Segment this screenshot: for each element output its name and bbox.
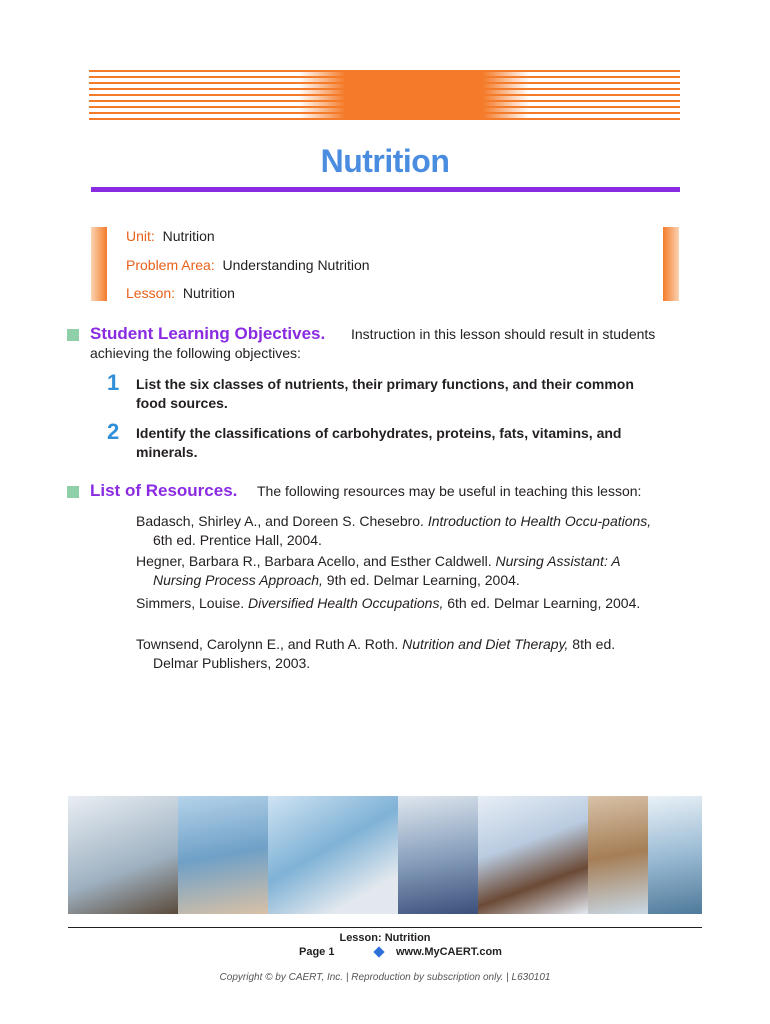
- nurse-photo: [178, 796, 268, 914]
- title-rule: [91, 187, 680, 192]
- unit-line: [126, 228, 215, 244]
- teddy-bear-photo: [588, 796, 648, 914]
- scientist-photo: [648, 796, 702, 914]
- objectives-bullet-icon: [67, 329, 79, 341]
- resources-heading: List of Resources.: [90, 481, 238, 500]
- caregiver-photo: [398, 796, 478, 914]
- objective-item: List the six classes of nutrients, their primary functions, and their common food sources.: [136, 376, 634, 411]
- health-occupations-photo-strip: [68, 796, 702, 914]
- objective-number: 2: [107, 419, 120, 444]
- resources-bullet-icon: [67, 486, 79, 498]
- footer-website-link[interactable]: www.MyCAERT.com: [396, 946, 502, 958]
- copyright-notice: Copyright © by CAERT, Inc. | Reproduction by subscription only. | L630101: [219, 972, 551, 983]
- objectives-heading: Student Learning Objectives.: [90, 324, 326, 343]
- unit-label: Unit:: [126, 228, 155, 244]
- objective-item: Identify the classifications of carbohydrates, proteins, fats, vitamins, and minerals.: [136, 425, 622, 460]
- objectives-intro-2: achieving the following objectives:: [90, 345, 301, 361]
- lesson-value: Nutrition: [182, 285, 235, 301]
- problem-area-label: Problem Area:: [126, 257, 215, 273]
- header-banner: [89, 70, 680, 120]
- footer-rule: [68, 927, 702, 928]
- unit-value: Nutrition: [162, 228, 215, 244]
- resource-item: Hegner, Barbara R., Barbara Acello, and Esther Caldwell. Nursing Assistant: A Nursing Process Approach, 9th ed. Delmar Learning, 2004.: [136, 553, 621, 588]
- page-title: Nutrition: [320, 143, 450, 179]
- meta-bar-right: [663, 227, 679, 301]
- objective-number: 1: [107, 370, 120, 395]
- lab-photo: [68, 796, 178, 914]
- resource-item: Townsend, Carolynn E., and Ruth A. Roth. Nutrition and Diet Therapy, 8th ed. Delmar Publishers, 2003.: [136, 636, 616, 671]
- patient-photo: [478, 796, 588, 914]
- lesson-label: Lesson:: [126, 285, 176, 301]
- lesson-line: [126, 285, 235, 301]
- problem-area-line: [126, 257, 370, 273]
- resources-intro: The following resources may be useful in teaching this lesson:: [257, 483, 642, 499]
- problem-area-value: Understanding Nutrition: [222, 257, 370, 273]
- objectives-intro-1: Instruction in this lesson should result in students: [351, 326, 656, 342]
- resource-item: Simmers, Louise. Diversified Health Occupations, 6th ed. Delmar Learning, 2004.: [136, 595, 641, 611]
- diamond-icon: [373, 946, 384, 957]
- footer-lesson: Lesson: Nutrition: [339, 932, 431, 944]
- resource-item: Badasch, Shirley A., and Doreen S. Chesebro. Introduction to Health Occu-pations, 6th ed. Prentice Hall, 2004.: [136, 513, 652, 548]
- footer-page: Page 1: [299, 946, 335, 958]
- hospital-photo: [268, 796, 398, 914]
- meta-bar-left: [91, 227, 107, 301]
